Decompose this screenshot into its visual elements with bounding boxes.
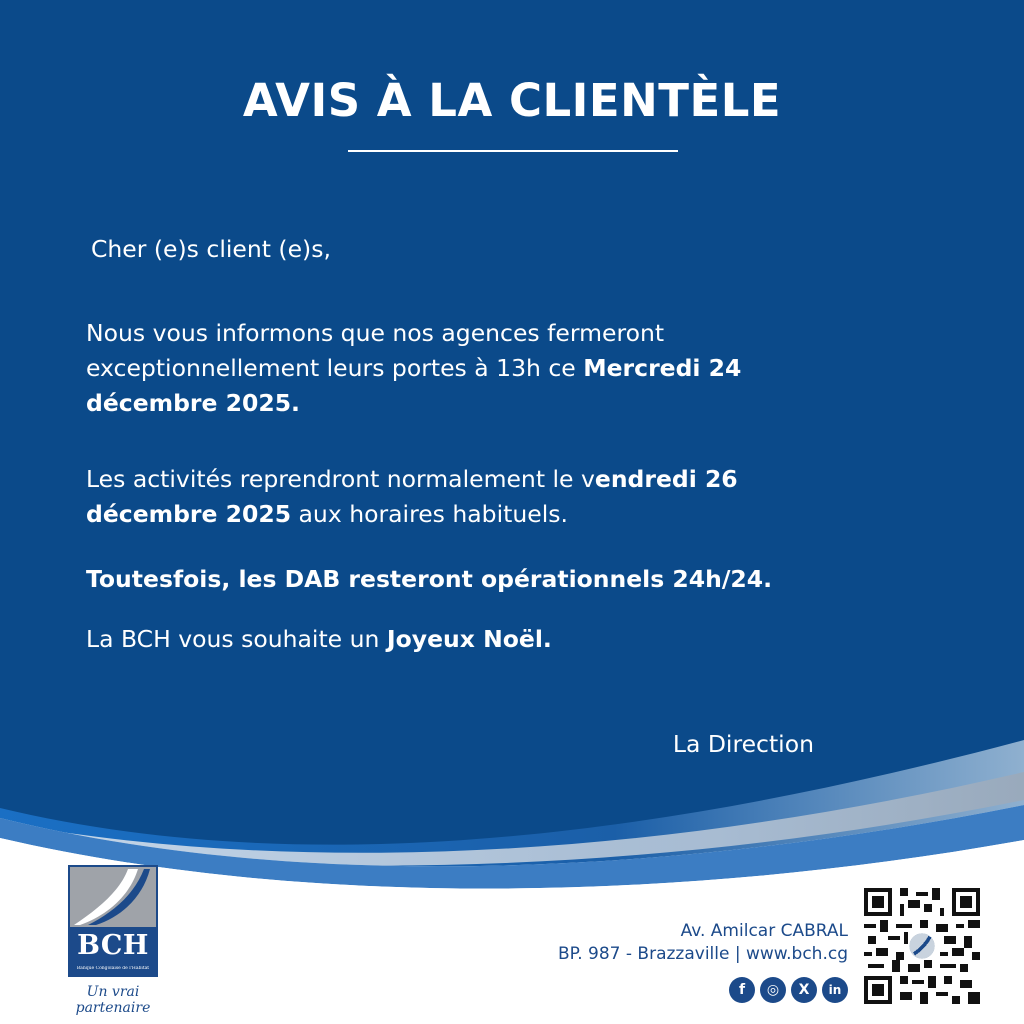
logo-text: BCH bbox=[77, 930, 149, 961]
logo-tagline: Un vrai partenaire bbox=[75, 984, 151, 1016]
logo-subtitle: Banque Congolaise de l'Habitat bbox=[76, 966, 150, 971]
greeting: Cher (e)s client (e)s, bbox=[91, 235, 331, 263]
closing-date: Mercredi 24 décembre 2025. bbox=[86, 354, 742, 417]
social-icons bbox=[729, 977, 848, 1003]
wishes-text: La BCH vous souhaite un bbox=[86, 625, 387, 653]
instagram-icon[interactable]: ◎ bbox=[760, 977, 786, 1003]
signature: La Direction bbox=[672, 730, 814, 758]
title-underline bbox=[348, 150, 678, 152]
wishes-bold: Joyeux Noël. bbox=[386, 625, 552, 653]
paragraph-wishes bbox=[86, 622, 846, 657]
linkedin-icon[interactable]: in bbox=[822, 977, 848, 1003]
facebook-icon[interactable]: f bbox=[729, 977, 755, 1003]
qr-code-icon bbox=[864, 888, 980, 1004]
address-line-2: BP. 987 - Brazzaville | www.bch.cg bbox=[557, 944, 848, 964]
x-icon[interactable]: X bbox=[791, 977, 817, 1003]
paragraph-closing-time bbox=[86, 316, 846, 421]
page-title: AVIS À LA CLIENTÈLE bbox=[242, 74, 782, 127]
reopening-text-end: aux horaires habituels. bbox=[291, 500, 568, 528]
address-line-1: Av. Amilcar CABRAL bbox=[680, 921, 848, 941]
reopening-date: endredi 26 décembre 2025 bbox=[86, 465, 738, 528]
paragraph-closing-text: Nous vous informons que nos agences fermeront exceptionnellement leurs portes à 13h ce bbox=[86, 319, 665, 382]
paragraph-reopening bbox=[86, 462, 846, 532]
reopening-text-start: Les activités reprendront normalement le v bbox=[86, 465, 595, 493]
paragraph-atm-notice: Toutesfois, les DAB resteront opérationnels 24h/24. bbox=[86, 565, 773, 593]
